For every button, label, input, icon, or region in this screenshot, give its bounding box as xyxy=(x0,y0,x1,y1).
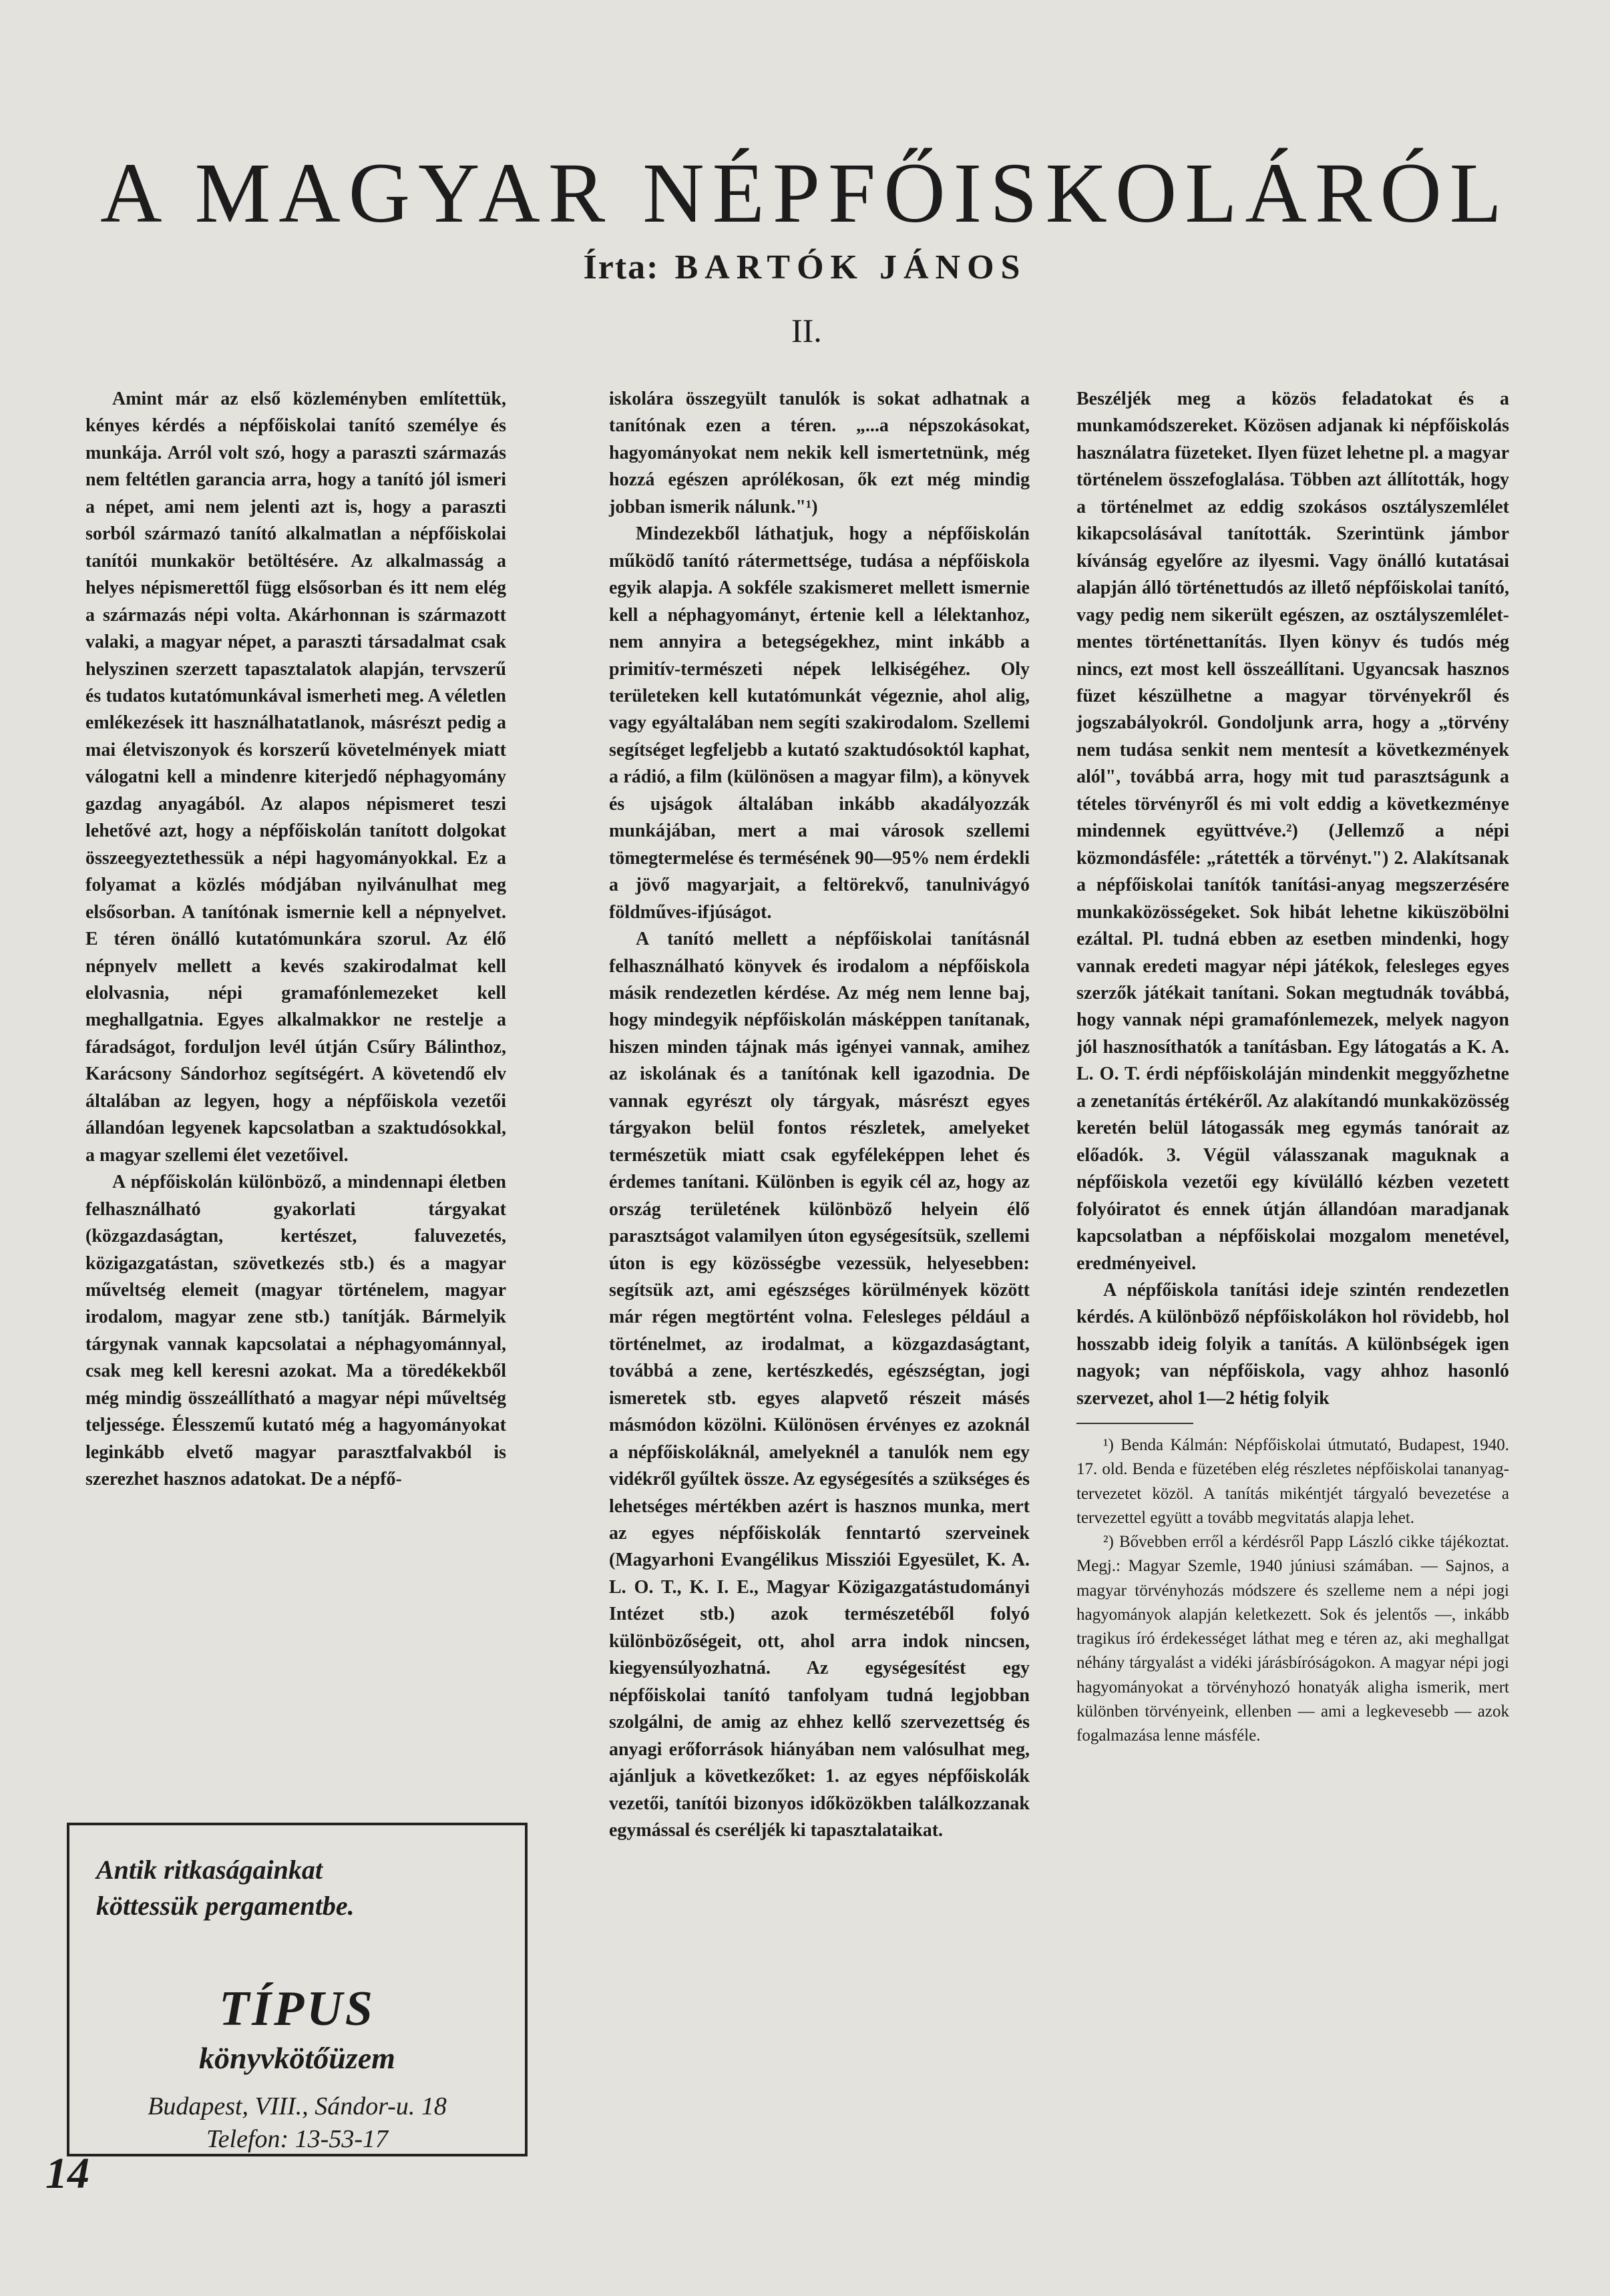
footnote: ¹) Benda Kálmán: Népfőiskolai útmutató, Budapest, 1940. 17. old. Benda e füzetében elég részletes népfőiskolai tananyag-tervezetet közöl. A tanítás mikéntjét tárgyaló bevezetése a tervezettel együtt a tovább megvitatás alapja lehet. xyxy=(1076,1436,1509,1527)
page-number: 14 xyxy=(45,2149,89,2198)
paragraph: iskolára összegyült tanulók is sokat adhatnak a tanítónak ezen a téren. „...a népszokásokat, hagyományokat nem nekik kell ismertetnünk, még hozzá egészen aprólékosan, ők ezt még mindig jobban ismerik nálunk."¹) xyxy=(609,389,1030,517)
paragraph: A tanító mellett a népfőiskolai tanításnál felhasználható könyvek és irodalom a népfőiskola másik rendezetlen kérdése. Az még nem lenne baj, hogy mindegyik népfőiskolán másképpen tanítanak, hiszen minden tájnak más igényei vannak, amihez az iskolának és a tanítónak kell igazodnia. De vannak egyrészt oly tárgyak, másrészt egyes tárgyakon belül fontos részletek, amelyeket természetük miatt csak egyféleképpen lehet és érdemes tanítani. Különben is egyik cél az, hogy az ország területének különböző helyein élő parasztságot valamilyen úton egységesítsük, szellemi úton is egy közösségbe vezessük, helyesebben: segítsük azt, ami egészséges körülmények között már régen megtörtént volna. Felesleges például a történelmet, az irodalmat, a közgazdaságtant, továbbá a zene, kertészkedés, egészségtan, jogi ismeretek stb. egyes alapvető részeit másés másmódon közölni. Különösen érvényes ez azoknál a népfőiskoláknál, amelyeknél a tanulók nem egy vidékről gyűltek össze. Az egységesítés a szükséges és lehetséges mértékben azért is hasznos munka, mert az egyes népfőiskolák fenntartó szerveinek (Magyarhoni Evangélikus Missziói Egyesület, K. A. L. O. T., K. I. E., Magyar Közigazgatástudományi Intézet stb.) azok természetéből folyó különbözőségeit, ott, ahol arra indok nincsen, kiegyensúlyozhatná. Az egységesítést egy népfőiskolai tanító tanfolyam tudná legjobban szolgálni, de amig az ehhez kellő szervezettség és anyagi erőforrások hiányában nem valósulhat meg, ajánljuk a következőket: 1. az egyes népfőiskolák vezetői, tanítói bizonyos időközökben találkozzanak egymással és cseréljék ki tapasztalataikat. xyxy=(609,929,1030,1841)
ad-contact xyxy=(69,2090,525,2156)
ad-slogan-line: köttessük pergamentbe. xyxy=(96,1891,355,1921)
article-column-1 xyxy=(85,386,506,1494)
paragraph: Amint már az első közleményben említettük, kényes kérdés a népfőiskolai tanító személye és munkája. Arról volt szó, hogy a paraszti származás nem feltétlen garancia arra, hogy a tanító jól ismeri a népet, ami nem jelenti azt is, hogy a paraszti sorból származó tanító alkalmatlan a népfőiskolai tanítói munkakör betöltésére. Az alkalmasság a helyes népismerettől függ elsősorban és itt nem elég a származás népi volta. Akárhonnan is származott valaki, a magyar népet, a paraszti társadalmat csak helyszinen szerzett tapasztalatok alapján, tervszerű és tudatos kutatómunkával ismerheti meg. A véletlen emlékezések itt használhatatlanok, másrészt pedig a mai életviszonyok és korszerű követelmények miatt válogatni kell a mindenre kiterjedő néphagyomány gazdag anyagából. Az alapos népismeret teszi lehetővé azt, hogy a népfőiskolán tanított dolgokat összeegyeztethessük a népi hagyományokkal. Ez a folyamat a közlés módjában nyilvánulhat meg elsősorban. A tanítónak ismernie kell a népnyelvet. E téren önálló kutatómunkára szorul. Az élő népnyelv mellett a kevés szakirodalmat kell elolvasnia, népi gramafónlemezeket kell meghallgatnia. Egyes alkalmakkor ne restelje a fáradságot, forduljon levél útján Csűry Bálinthoz, Karácsony Sándorhoz segítségért. A követendő elv általában az legyen, hogy a népfőiskola vezetői állandóan legyenek kapcsolatban a szaktudósokkal, a magyar szellemi élet vezetőivel. xyxy=(85,389,506,1166)
ad-slogan xyxy=(69,1852,525,1924)
footnotes xyxy=(1076,1433,1509,1748)
byline-prefix: Írta: xyxy=(583,248,660,286)
paragraph: Beszéljék meg a közös feladatokat és a munkamódszereket. Közösen adjanak ki népfőiskolás használatra füzeteket. Ilyen füzet lehetne pl. a magyar történelem összefoglalása. Többen azt állították, hogy a történelmet az eddig szokásos osztályszemlélet kikapcsolásával tanították. Szerintünk jámbor kívánság egyelőre az ilyesmi. Vagy önálló kutatásai alapján álló történettudós az illető népfőiskolai tanító, vagy pedig nem sikerült egészen, az osztályszemlélet-mentes történettanítás. Ilyen könyv és tudós még nincs, ezt most kell összeállítani. Ugyancsak hasznos füzet készülhetne a magyar törvényekről és jogszabályokról. Gondoljunk arra, hogy a „törvény nem tudása senkit nem mentesít a következmények alól", továbbá arra, hogy mit tud parasztságunk a tételes törvényről és mi volt eddig a következménye mindennek együttvéve.²) (Jellemző a népi közmondásféle: „rátették a törvényt.") 2. Alakítsanak a népfőiskolai tanítók tanítási-anyag megszerzésére munkaközösségeket. Sok hibát lehetne kiküszöbölni ezáltal. Pl. tudná ebben az esetben mindenki, hogy vannak eredeti magyar népi játékok, felesleges egyes szerzők játékait tanítani. Sokan megtudnák továbbá, hogy vannak népi gramafónlemezek, melyek nagyon jól hasznosíthatók a tanításban. Egy látogatás a K. A. L. O. T. érdi népfőiskoláján mindenkit meggyőzhetne a zenetanítás értékéről. Az alakítandó munkaközösség keretén belül látogassák meg egymás tanórait az előadók. 3. Végül válasszanak maguknak a népfőiskola vezetői egy kívülálló kézben vezetett folyóiratot és ennek útján állandóan maradjanak kapcsolatban a népfőiskolai mozgalom menetével, eredményeivel. xyxy=(1076,389,1509,1274)
article-byline xyxy=(0,250,1610,285)
ad-brand: TÍPUS xyxy=(219,1982,375,2036)
ad-subtitle: könyvkötőüzem xyxy=(199,2041,395,2075)
footnote: ²) Bővebben erről a kérdésről Papp László cikke tájékoztat. Megj.: Magyar Szemle, 1940 júniusi számában. — Sajnos, a magyar törvényhozás módszere és szelleme nem a népi jogi hagyományok alapján keletkezett. Sok és jelentős —, inkább tragikus író érdekességet láthat meg e téren az, aki meghallgat néhány tárgyalást a vidéki járásbíróságokon. A magyar népi jogi hagyományokat a törvényhozó honatyák aligha ismerik, mert különben törvényeink, ellenben — ami a legkevesebb — azok fogalmazása lenne másféle. xyxy=(1076,1533,1509,1745)
author-name: BARTÓK JÁNOS xyxy=(674,248,1027,286)
article-column-2 xyxy=(609,386,1030,1844)
ad-slogan-line: Antik ritkaságainkat xyxy=(96,1855,323,1885)
bookbinder-advertisement xyxy=(67,1823,528,2156)
paragraph: Mindezekből láthatjuk, hogy a népfőiskolán működő tanító rátermettsége, tudása a népfőiskola egyik alapja. A sokféle szakismeret mellett ismernie kell a néphagyományt, értenie kell a lélektanhoz, nem annyira a betegségekhez, mint inkább a primitív-természeti népek lelkiségéhez. Oly területeken kell kutatómunkát végeznie, ahol alig, vagy egyáltalában nem segíti szakirodalom. Szellemi segítséget legfeljebb a kutató szaktudósoktól kaphat, a rádió, a film (különösen a magyar film), a könyvek és ujságok általában inkább akadályozzák munkájában, mert a mai városok szellemi tömegtermelése és termésének 90—95% nem érdekli a jövő magyarjait, a feltörekvő, tanulnivágyó földműves-ifjúságot. xyxy=(609,523,1030,923)
ad-phone: Telefon: 13-53-17 xyxy=(206,2125,388,2154)
paragraph: A népfőiskolán különböző, a mindennapi életben felhasználható gyakorlati tárgyakat (közgazdaságtan, kertészet, faluvezetés, közigazgatástan, szövetkezés stb.) és a magyar műveltség elemeit (magyar történelem, magyar irodalom, magyar zene stb.) tanítják. Bármelyik tárgynak vannak kapcsolatai a néphagyománnyal, csak meg kell keresni azokat. Ma a töredékekből még mindig összeállítható a magyar népi műveltség teljessége. Élesszemű kutató még a hagyományokat leginkább elvető magyar parasztfalvakból is szerezhet hasznos adatokat. De a népfő- xyxy=(85,1172,506,1490)
paragraph: A népfőiskola tanítási ideje szintén rendezetlen kérdés. A különböző népfőiskolákon hol rövidebb, hol hosszabb ideig folyik a tanítás. A különbségek igen nagyok; van népfőiskola, vagy ahhoz hasonló szervezet, ahol 1—2 hétig folyik xyxy=(1076,1279,1509,1409)
footnote-divider xyxy=(1076,1423,1193,1424)
ad-address: Budapest, VIII., Sándor-u. 18 xyxy=(148,2092,447,2120)
article-column-3 xyxy=(1076,386,1509,1748)
article-title: A MAGYAR NÉPFŐISKOLÁRÓL xyxy=(100,146,1510,240)
part-number: II. xyxy=(791,312,822,349)
